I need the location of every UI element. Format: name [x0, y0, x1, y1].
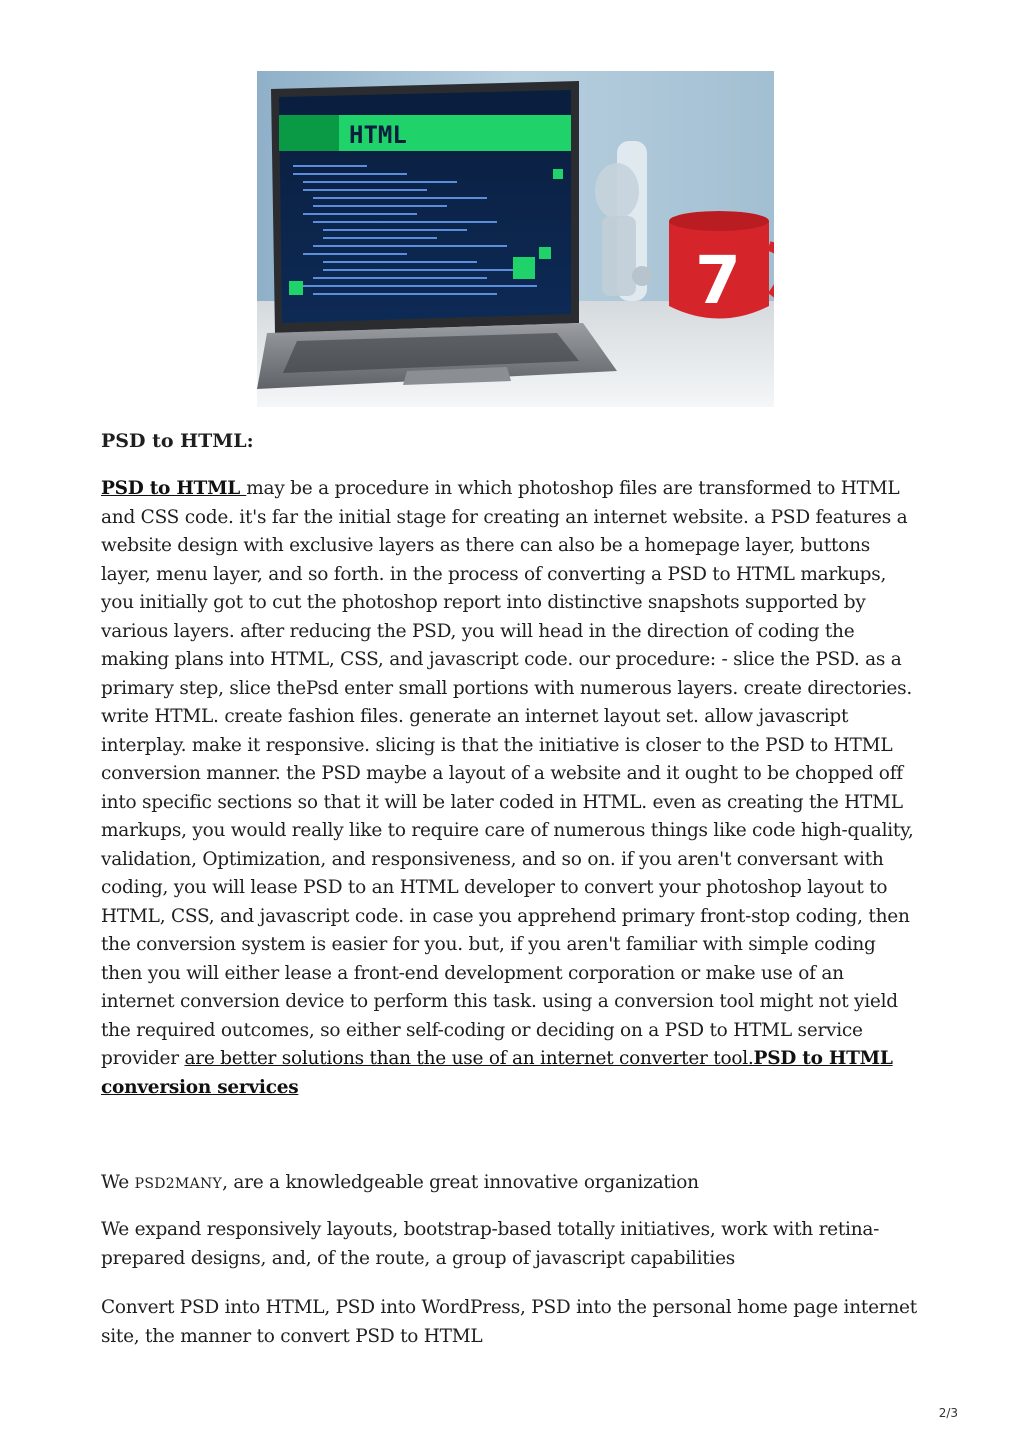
main-paragraph [101, 475, 921, 1102]
section-heading: PSD to HTML: [101, 430, 254, 452]
mug-number-text: 7 [695, 242, 741, 319]
laptop-photo-illustration [257, 71, 774, 407]
main-paragraph-body: may be a procedure in which photoshop files are transformed to HTML and CSS code. it's far the initial stage for creating an internet website. a PSD features a website design with exclusive layers as there can also be a homepage layer, buttons layer, menu layer, and so forth. in the process of converting a PSD to HTML markups, you initially got to cut the photoshop report into distinctive snapshots supported by various layers. after reducing the PSD, you will head in the direction of coding the making plans into HTML, CSS, and javascript code. our procedure: - slice the PSD. as a primary step, slice thePsd enter small portions with numerous layers. create directories. write HTML. create fashion files. generate an internet layout set. allow javascript interplay. make it responsive. slicing is that the initiative is closer to the PSD to HTML conversion manner. the PSD maybe a layout of a website and it ought to be chopped off into specific sections so that it will be later coded in HTML. even as creating the HTML markups, you would really like to require care of numerous things like code high-quality, validation, Optimization, and responsiveness, and so on. if you aren't conversant with coding, you will lease PSD to an HTML developer to convert your photoshop layout to HTML, CSS, and javascript code. in case you apprehend primary front-stop coding, then the conversion system is easier for you. but, if you aren't familiar with simple coding then you will either lease a front-end development corporation or make use of an internet conversion device to perform this task. using a conversion tool might not yield the required outcomes, so either self-coding or deciding on a PSD to HTML service provider [101, 478, 914, 1069]
brand-name: PSD2MANY [134, 1176, 223, 1192]
intro-paragraph: We PSD2MANY, are a knowledgeable great innovative organization [101, 1172, 699, 1193]
screen-html-text: HTML [349, 121, 407, 149]
conversion-services-link[interactable]: are better solutions than the use of an internet converter tool.PSD to HTML conversion services [101, 1048, 893, 1098]
page-number: 2/3 [938, 1406, 958, 1420]
services-paragraph: We expand responsively layouts, bootstrap-based totally initiatives, work with retina-prepared designs, and, of the route, a group of javascript capabilities [101, 1219, 880, 1269]
psd-to-html-link[interactable]: PSD to HTML [101, 478, 247, 499]
conversion-paragraph: Convert PSD into HTML, PSD into WordPress, PSD into the personal home page internet site, the manner to convert PSD to HTML [101, 1297, 917, 1347]
hero-image [257, 71, 774, 407]
